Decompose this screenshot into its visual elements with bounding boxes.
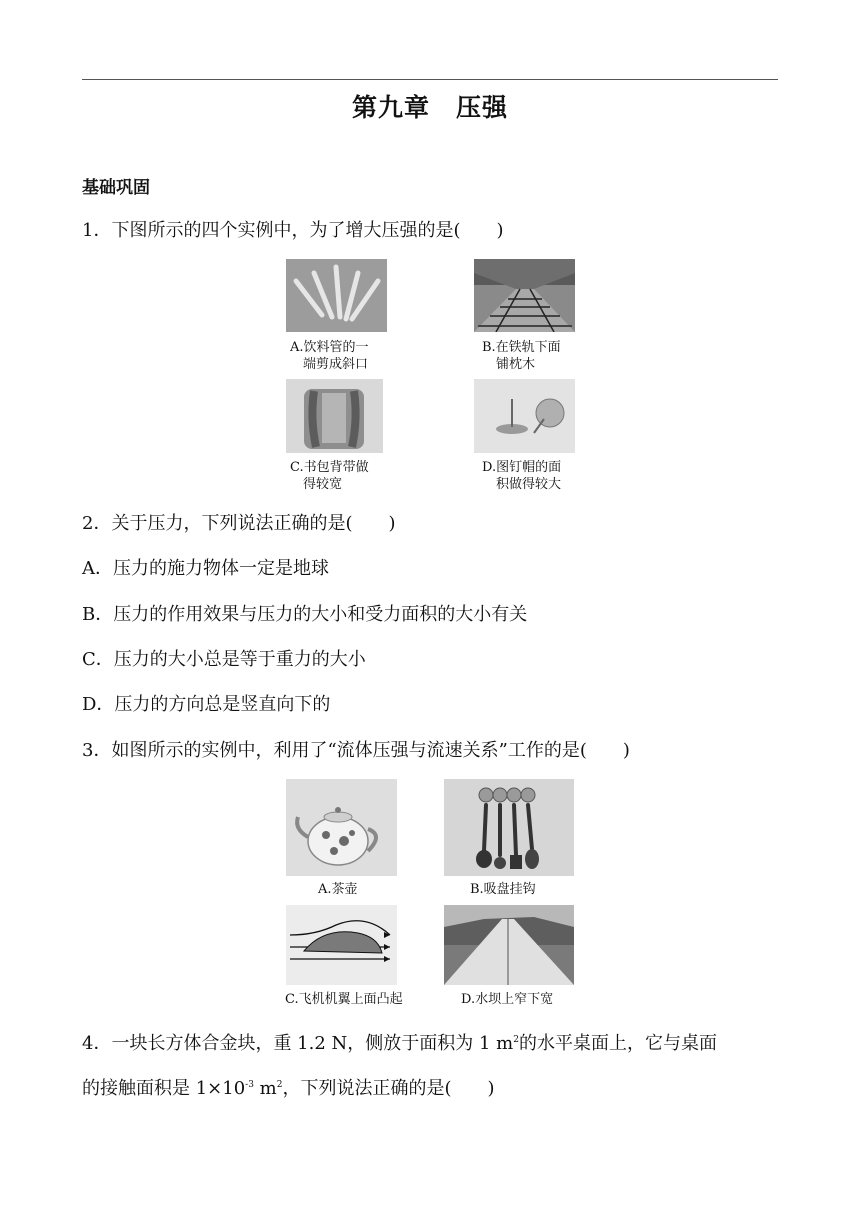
header-rule [82, 79, 778, 80]
dam-image [444, 905, 574, 985]
q1-caption-a-1: A.饮料管的一 [290, 340, 369, 355]
q1-caption-b-1: B.在铁轨下面 [482, 340, 561, 355]
q1-caption-c-2: 得较宽 [303, 477, 343, 492]
q3-caption-c: C.飞机机翼上面凸起 [285, 992, 403, 1007]
q2-option-d: D．压力的方向总是竖直向下的 [82, 694, 331, 715]
q1-caption-c-1: C.书包背带做 [290, 460, 369, 475]
section-heading: 基础巩固 [82, 178, 150, 198]
q2-option-b: B．压力的作用效果与压力的大小和受力面积的大小有关 [82, 604, 528, 625]
q3-stem: 3．如图所示的实例中，利用了“流体压强与流速关系”工作的是( ) [82, 740, 630, 761]
thumbtack-image [474, 379, 575, 453]
teapot-image [286, 779, 397, 876]
q3-caption-a: A.茶壶 [318, 882, 358, 897]
q3-caption-b: B.吸盘挂钩 [470, 882, 536, 897]
q1-stem: 1．下图所示的四个实例中，为了增大压强的是( ) [82, 220, 504, 241]
chapter-title: 第九章 压强 [351, 93, 508, 122]
q4-line-1: 4．一块长方体合金块，重 1.2 N，侧放于面积为 1 $m^2$的水平桌面上，它与桌面 [82, 1033, 717, 1054]
q1-caption-d-2: 积做得较大 [496, 477, 562, 492]
suction-hooks-image [444, 779, 574, 876]
airfoil-diagram [286, 905, 397, 985]
backpack-image [286, 379, 383, 453]
q4-line-2: 的接触面积是 $1\times 10^{-3}$ $m^2$，下列说法正确的是( ) [82, 1078, 495, 1099]
railway-image [474, 259, 575, 332]
q1-caption-b-2: 铺枕木 [496, 357, 536, 372]
q2-option-c: C．压力的大小总是等于重力的大小 [82, 649, 366, 670]
q1-caption-d-1: D.图钉帽的面 [482, 460, 562, 475]
q3-caption-d: D.水坝上窄下宽 [461, 992, 554, 1007]
q2-stem: 2．关于压力，下列说法正确的是( ) [82, 513, 396, 534]
q1-caption-a-2: 端剪成斜口 [303, 357, 369, 372]
straws-image [286, 259, 387, 332]
q2-option-a: A．压力的施力物体一定是地球 [82, 558, 329, 579]
